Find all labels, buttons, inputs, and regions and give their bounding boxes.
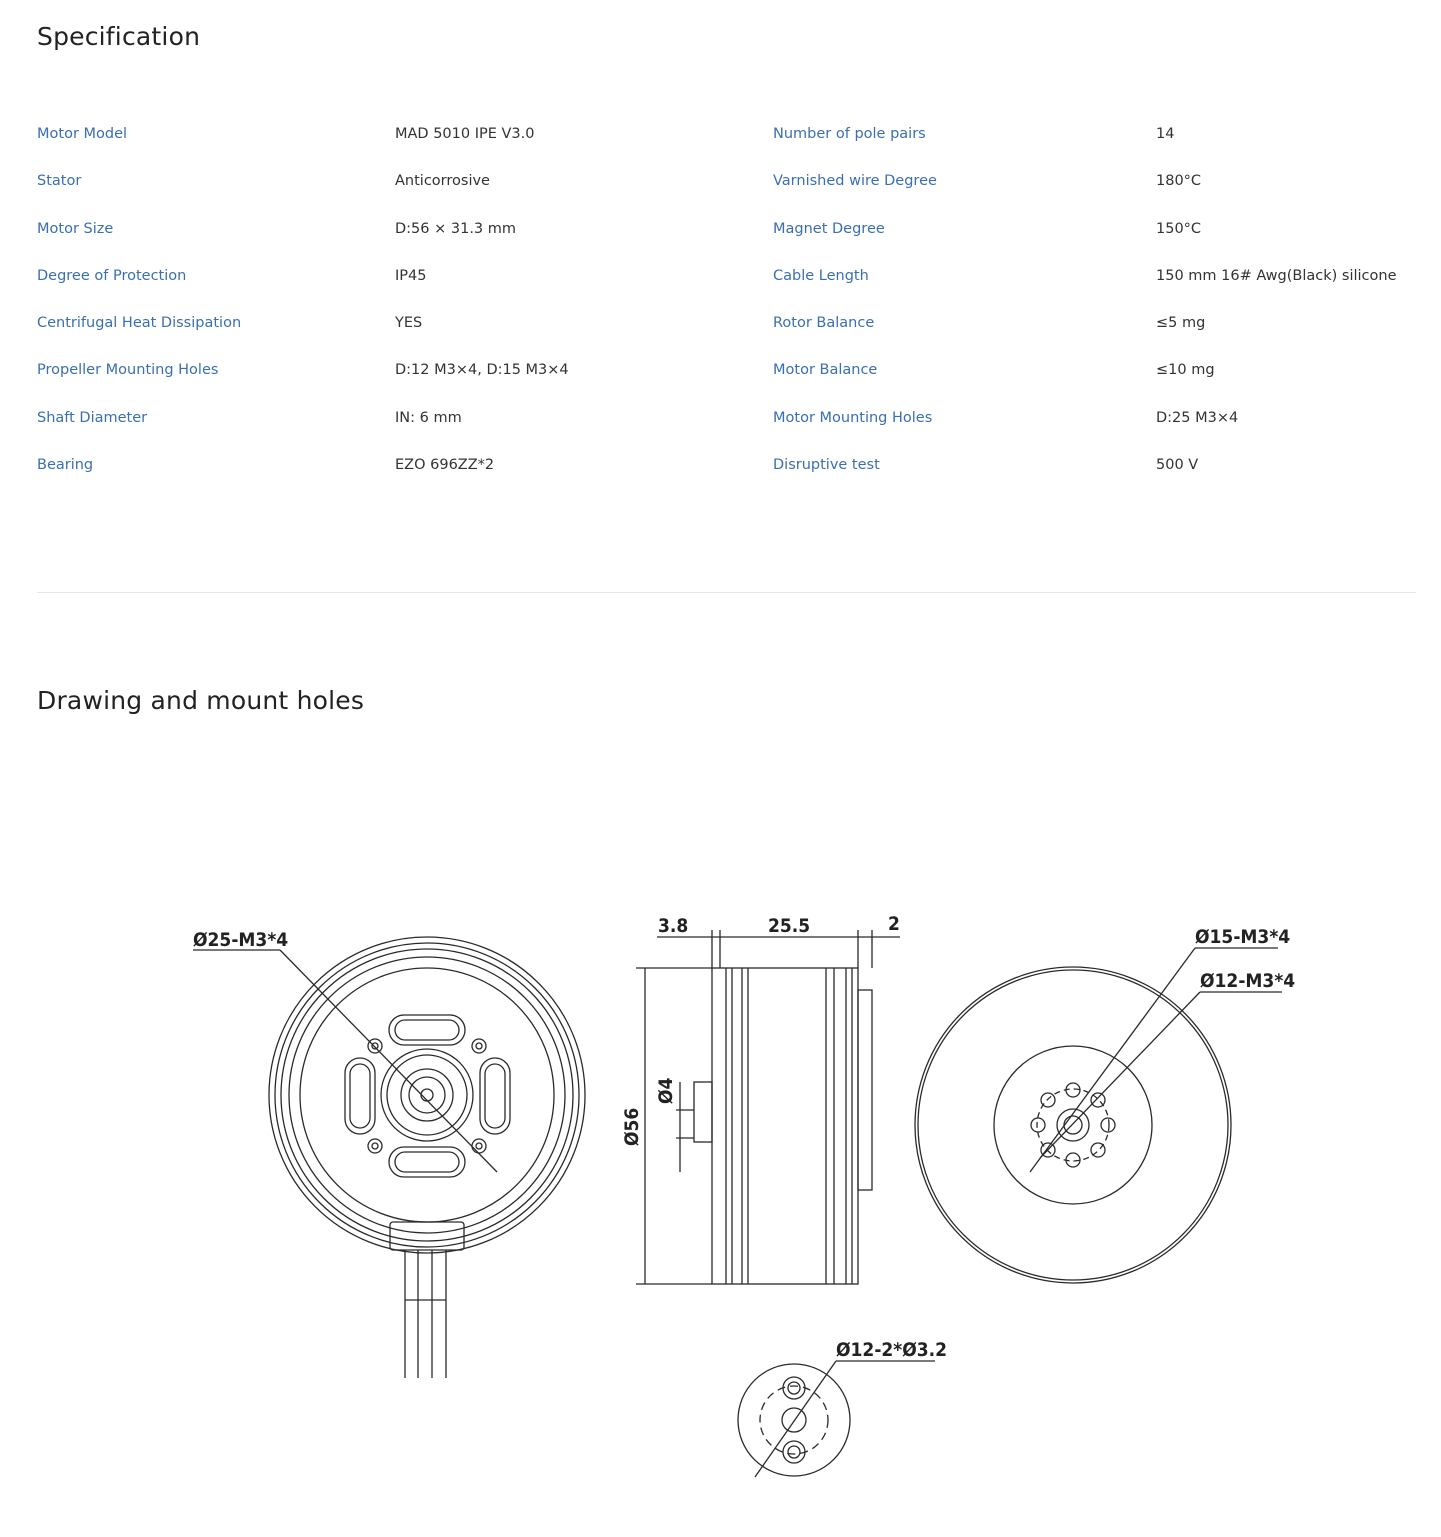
- spec-row: [37, 443, 1416, 490]
- spec-value: 180°C: [1156, 173, 1202, 190]
- motor-top-view: [915, 948, 1282, 1283]
- spec-value: D:56 × 31.3 mm: [395, 220, 517, 237]
- spec-label: Cable Length: [773, 267, 869, 284]
- motor-technical-drawing: [0, 880, 1441, 1500]
- spec-label: Shaft Diameter: [37, 409, 148, 426]
- spec-value: ≤5 mg: [1156, 315, 1206, 332]
- spec-value: IN: 6 mm: [395, 409, 462, 426]
- spec-row: [37, 254, 1416, 301]
- spec-value: ≤10 mg: [1156, 362, 1215, 379]
- spec-label: Rotor Balance: [773, 315, 875, 332]
- spec-label: Motor Size: [37, 220, 114, 237]
- spec-value: 150°C: [1156, 220, 1202, 237]
- prop-15-label: Ø15-M3*4: [1195, 926, 1291, 948]
- dim-left-label: 3.8: [658, 915, 689, 937]
- prop-12-label: Ø12-M3*4: [1200, 970, 1296, 992]
- spec-value: 500 V: [1156, 457, 1199, 474]
- spec-value: EZO 696ZZ*2: [395, 457, 495, 474]
- spec-label: Centrifugal Heat Dissipation: [37, 315, 242, 332]
- dim-body-label: 25.5: [768, 915, 811, 937]
- spec-value: IP45: [395, 267, 427, 284]
- spec-label: Motor Mounting Holes: [773, 409, 933, 426]
- spec-row: [37, 348, 1416, 395]
- spec-value: D:12 M3×4, D:15 M3×4: [395, 362, 569, 379]
- spec-label: Disruptive test: [773, 457, 880, 474]
- specification-title: Specification: [37, 22, 201, 51]
- spec-table: [37, 112, 1416, 490]
- spec-value: Anticorrosive: [395, 173, 490, 190]
- spec-value: D:25 M3×4: [1156, 409, 1239, 426]
- prop-adapter-view: [738, 1361, 935, 1477]
- adapter-label: Ø12-2*Ø3.2: [836, 1339, 948, 1361]
- drawing-title: Drawing and mount holes: [37, 686, 365, 715]
- spec-label: Varnished wire Degree: [773, 173, 937, 190]
- spec-label: Number of pole pairs: [773, 126, 926, 142]
- spec-label: Degree of Protection: [37, 267, 187, 284]
- shaft-label: Ø4: [655, 1077, 677, 1104]
- section-divider: [37, 592, 1416, 593]
- spec-value: 150 mm 16# Awg(Black) silicone: [1156, 267, 1397, 284]
- bottom-mount-label: Ø25-M3*4: [193, 929, 289, 951]
- spec-row: [37, 207, 1416, 254]
- spec-label: Propeller Mounting Holes: [37, 362, 219, 379]
- spec-row: [37, 301, 1416, 348]
- diameter-label: Ø56: [621, 1107, 643, 1146]
- spec-value: YES: [395, 315, 423, 332]
- spec-row: [37, 159, 1416, 206]
- spec-label: Bearing: [37, 457, 94, 474]
- spec-value: MAD 5010 IPE V3.0: [395, 126, 535, 142]
- spec-row: [37, 112, 1416, 159]
- dim-right-label: 2: [888, 913, 900, 935]
- spec-label: Motor Balance: [773, 362, 878, 379]
- spec-value: 14: [1156, 126, 1175, 142]
- spec-label: Magnet Degree: [773, 220, 885, 237]
- motor-side-view: [636, 930, 900, 1284]
- spec-label: Motor Model: [37, 126, 128, 142]
- spec-label: Stator: [37, 173, 82, 190]
- spec-row: [37, 396, 1416, 443]
- motor-bottom-view: [193, 937, 585, 1378]
